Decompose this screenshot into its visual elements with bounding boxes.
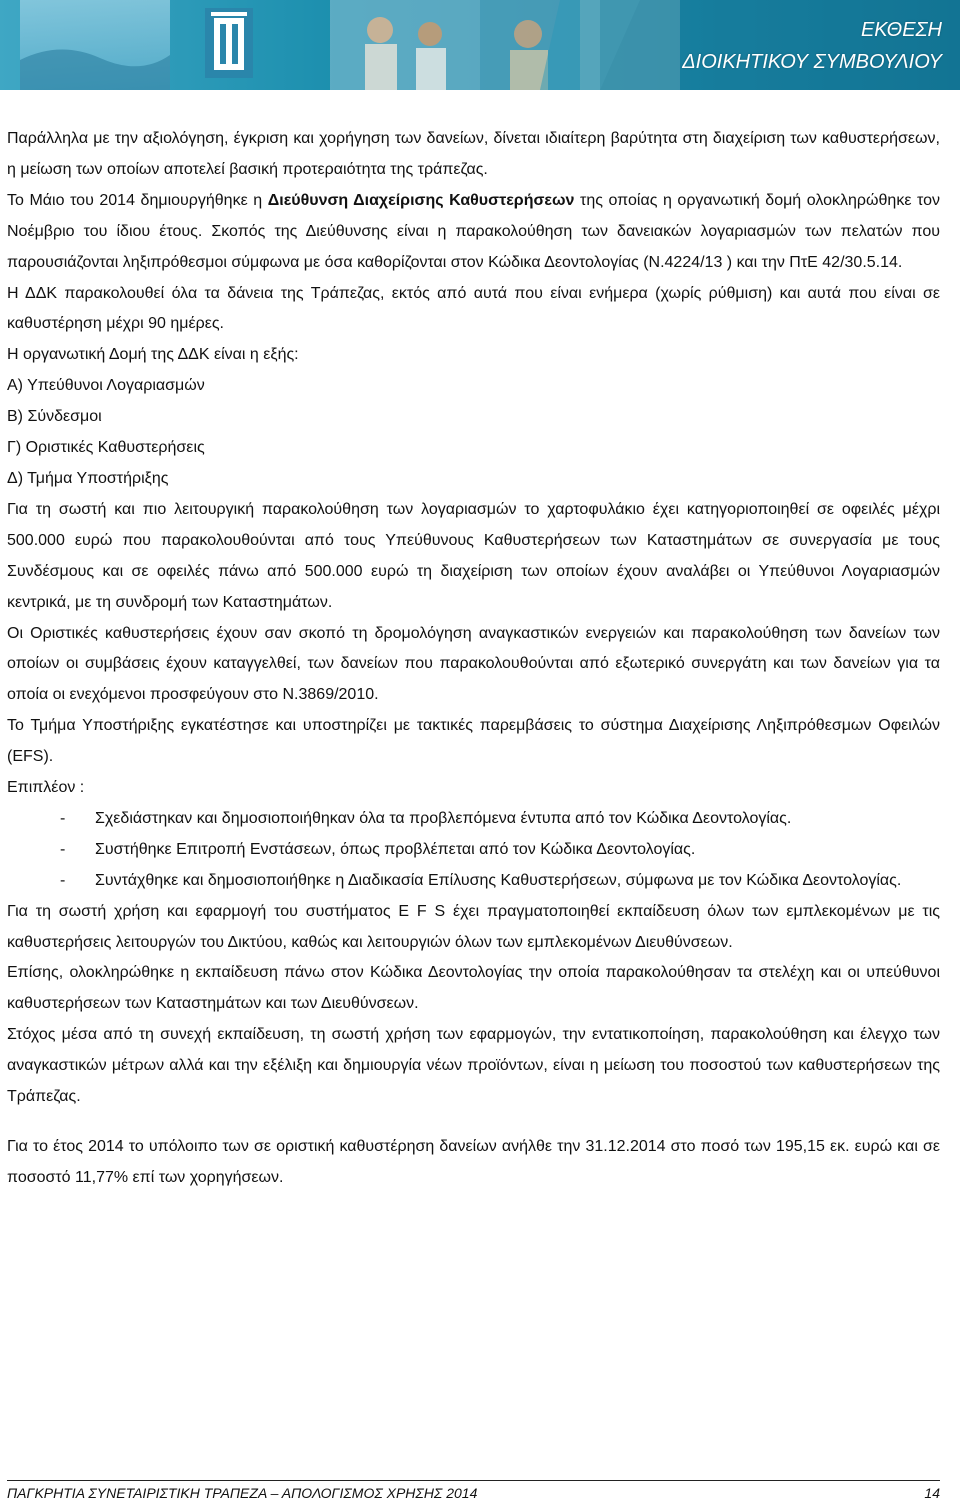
report-title [682, 14, 942, 78]
page-footer [7, 1480, 940, 1503]
page-number: 14 [924, 1485, 940, 1501]
paragraph-structure-intro: Η οργανωτική Δομή της ΔΔΚ είναι η εξής: [7, 346, 299, 364]
report-title-line2: ΔΙΟΙΚΗΤΙΚΟΥ ΣΥΜΒΟΥΛΙΟΥ [682, 51, 942, 73]
structure-item: Γ) Οριστικές Καθυστερήσεις [7, 439, 205, 457]
paragraph-code-training: Επίσης, ολοκληρώθηκε η εκπαίδευση πάνω στον Κώδικα Δεοντολογίας την οποία παρακολούθησαν τα στελέχη και οι υπεύθυνοι καθυστερήσεων των Καταστημάτων και των Διευθύνσεων. [7, 964, 940, 1013]
paragraph-portfolio: Για τη σωστή και πιο λειτουργική παρακολούθηση των λογαριασμών το χαρτοφυλάκιο έχει κατηγοριοποιηθεί σε οφειλές μέχρι 500.000 ευρώ που παρακολουθούνται από τους Υπεύθυνους Καθυστερήσεων των Καταστημάτων σε συνεργασία με τους Συνδέσμους και σε οφειλές πάνω από 500.000 ευρώ τη διαχείριση των οποίων έχουν αναλάβει οι Υπεύθυνοι Λογαριασμών κεντρικά, με τη συνδρομή των Καταστημάτων. [7, 500, 940, 611]
paragraph-scope: Η ΔΔΚ παρακολουθεί όλα τα δάνεια της Τράπεζας, εκτός από αυτά που είναι ενήμερα (χωρίς ρύθμιση) και αυτά που είναι σε καθυστέρηση μέχρι 90 ημέρες. [7, 284, 940, 333]
dash-marker: - [60, 809, 66, 827]
list-item-text: Σχεδιάστηκαν και δημοσιοποιήθηκαν όλα τα προβλεπόμενα έντυπα από τον Κώδικα Δεοντολογίας. [95, 809, 792, 827]
dash-marker: - [60, 871, 66, 889]
paragraph-additionally: Επιπλέον : [7, 779, 85, 797]
paragraph-gap [7, 1113, 940, 1132]
main-content [7, 124, 940, 1194]
paragraph-directorate [7, 186, 940, 279]
directorate-name: Διεύθυνση Διαχείρισης Καθυστερήσεων [267, 191, 575, 209]
structure-item: Α) Υπεύθυνοι Λογαριασμών [7, 377, 205, 395]
paragraph-support: Το Τμήμα Υποστήριξης εγκατέστησε και υποστηρίζει με τακτικές παρεμβάσεις το σύστημα Διαχείρισης Ληξιπρόθεσμων Οφειλών (EFS). [7, 717, 940, 766]
header-banner [0, 0, 960, 90]
paragraph-final-arrears: Οι Οριστικές καθυστερήσεις έχουν σαν σκοπό τη δρομολόγηση αναγκαστικών ενεργειών και παρακολούθηση των δανείων των οποίων οι συμβάσεις έχουν καταγγελθεί, των δανείων που παρακολουθούνται από εξωτερικό συνεργάτη και των δανείων για τα οποία οι ενεχόμενοι προσφεύγουν στο Ν.3869/2010. [7, 624, 940, 704]
report-title-line1: ΕΚΘΕΣΗ [860, 19, 942, 41]
paragraph-goal: Στόχος μέσα από τη συνεχή εκπαίδευση, τη σωστή χρήση των εφαρμογών, την εντατικοποίηση, παρακολούθηση και έλεγχο των αναγκαστικών μέτρων αλλά και την εξέλιξη και δημιουργία νέων προϊόντων, είναι η μείωση του ποσοστού των καθυστερήσεων της Τράπεζας. [7, 1026, 940, 1106]
list-item-text: Συντάχθηκε και δημοσιοποιήθηκε η Διαδικασία Επίλυσης Καθυστερήσεων, σύμφωνα με τον Κώδικα Δεοντολογίας. [95, 871, 902, 889]
paragraph-directorate-rest: της οποίας η οργανωτική δομή ολοκληρώθηκε τον Νοέμβριο του ίδιου έτους. Σκοπός της Διεύθυνσης είναι η παρακολούθηση των δανειακών λογαριασμών των πελατών που παρουσιάζονται ληξιπρόθεσμοι σύμφωνα με όσα καθορίζονται στον Κώδικα Δεοντολογίας (Ν.4224/13 ) και την ΠτΕ 42/30.5.14. [7, 191, 941, 271]
footer-title: ΠΑΓΚΡΗΤΙΑ ΣΥΝΕΤΑΙΡΙΣΤΙΚΗ ΤΡΑΠΕΖΑ – ΑΠΟΛΟΓΙΣΜΟΣ ΧΡΗΣΗΣ 2014 [7, 1485, 478, 1501]
structure-item: Δ) Τμήμα Υποστήριξης [7, 469, 169, 487]
list-item [7, 866, 940, 897]
paragraph-directorate-lead: Το Μάιο του 2014 δημιουργήθηκε η [7, 191, 268, 209]
paragraph-intro: Παράλληλα με την αξιολόγηση, έγκριση και χορήγηση των δανείων, δίνεται ιδιαίτερη βαρύτητα στη διαχείριση των καθυστερήσεων, η μείωση των οποίων αποτελεί βασική προτεραιότητα της τράπεζας. [7, 130, 940, 178]
list-item [7, 835, 940, 866]
paragraph-training: Για τη σωστή χρήση και εφαρμογή του συστήματος E F S έχει πραγματοποιηθεί εκπαίδευση όλων των εμπλεκομένων με τις καθυστερήσεις λειτουργών του Δικτύου, καθώς και λειτουργιών όλων των εμπλεκομένων Διευθύνσεων. [7, 902, 940, 951]
list-item [7, 804, 940, 835]
list-item-text: Συστήθηκε Επιτροπή Ενστάσεων, όπως προβλέπεται από τον Κώδικα Δεοντολογίας. [95, 840, 696, 858]
structure-item: Β) Σύνδεσμοι [7, 408, 102, 426]
paragraph-balance: Για το έτος 2014 το υπόλοιπο των σε οριστική καθυστέρηση δανείων ανήλθε την 31.12.2014 στο ποσό των 195,15 εκ. ευρώ και σε ποσοστό 11,77% επί των χορηγήσεων. [7, 1138, 940, 1186]
actions-list [7, 804, 940, 897]
dash-marker: - [60, 840, 66, 858]
